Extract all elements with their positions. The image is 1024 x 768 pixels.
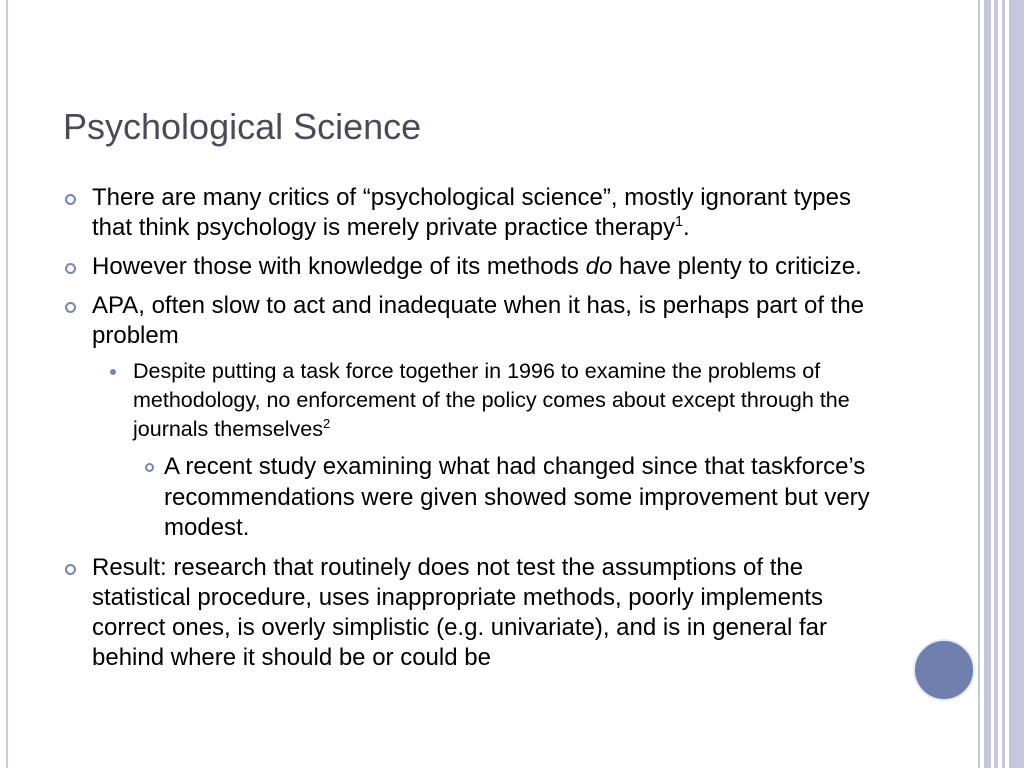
bullet-text-tail: . — [682, 214, 690, 241]
bullet-text-after: have plenty to criticize. — [612, 253, 862, 280]
dot-bullet-icon — [110, 369, 116, 375]
bullet-text: However those with knowledge of its methods — [92, 253, 586, 280]
ring-bullet-icon — [145, 463, 154, 472]
decorative-stripe — [1009, 0, 1024, 768]
slide-title: Psychological Science — [63, 106, 422, 147]
ring-bullet-icon — [65, 302, 76, 313]
emphasis-text: do — [585, 253, 613, 280]
decorative-stripe — [994, 0, 998, 768]
bullet-text: Result: research that routinely does not test the assumptions of the statistical procedure, uses inappropriate methods, poorly implements correct ones, is overly simplistic (e.g. univariate), and is in general far behind where it should be or could be — [92, 553, 827, 671]
footnote-marker: 1 — [674, 214, 683, 230]
bullet-item — [63, 553, 893, 673]
footnote-marker: 2 — [323, 415, 331, 431]
sub-bullet-text: Despite putting a task force together in 1996 to examine the problems of methodology, no enforcement of the policy comes about except through the journals themselves — [133, 359, 850, 441]
decorative-stripe — [1002, 0, 1005, 768]
bullet-text: There are many critics of “psychological science”, mostly ignorant types that think psychology is merely private practice therapy — [92, 184, 851, 241]
sub-sub-bullet-item — [63, 452, 893, 544]
sub-bullet-item — [63, 357, 893, 444]
bullet-item — [63, 183, 893, 243]
bullet-text: APA, often slow to act and inadequate when it has, is perhaps part of the problem — [92, 292, 865, 349]
ring-bullet-icon — [65, 564, 76, 575]
decorative-stripe — [984, 0, 991, 768]
decorative-stripe — [978, 0, 980, 768]
left-border-line — [6, 0, 8, 768]
ring-bullet-icon — [65, 194, 76, 205]
sub-sub-bullet-text: A recent study examining what had changed since that taskforce’s recommendations were given showed some improvement but very modest. — [164, 453, 870, 541]
bullet-item — [63, 252, 893, 282]
ring-bullet-icon — [65, 263, 76, 274]
bullet-item — [63, 291, 893, 351]
decorative-circle — [913, 639, 975, 701]
slide-body — [63, 183, 893, 682]
